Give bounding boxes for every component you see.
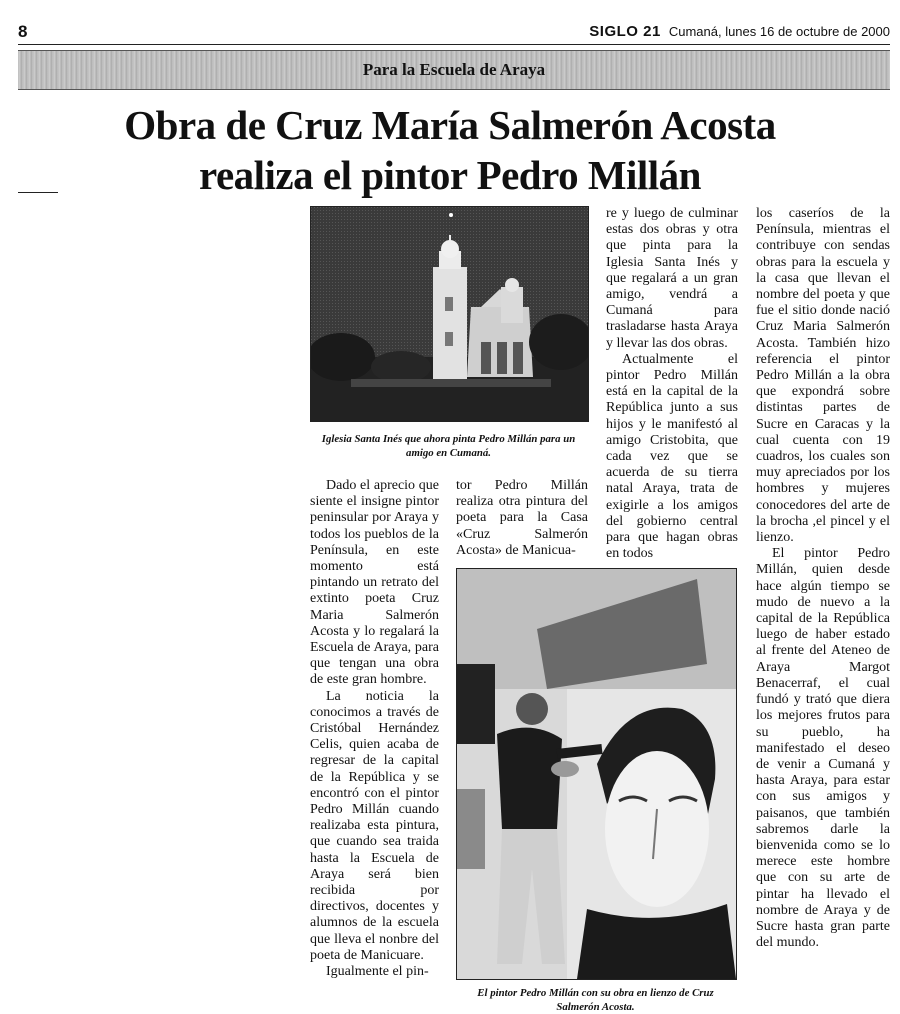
article-column-2 <box>456 478 588 559</box>
headline-line-2: realiza el pintor Pedro Millán <box>198 152 701 198</box>
header-rule <box>18 44 890 45</box>
painter-photo-caption: El pintor Pedro Millán con su obra en lienzo de Cruz Salmerón Acosta. <box>477 987 714 1013</box>
paragraph: El pintor Pedro Millán, quien desde hace algún tiempo se mudo de nuevo a la capital de la República luego de haber estado al frente del Ateneo de Araya Margot Benacerraf, el cual fundó y trató que diera los mejores frutos para su pueblo, ha manifestado el deseo de venir a Cumaná y hasta Araya, para estar con sus amigos y paisanos, que también sabremos darle la bienvenida como se lo merece este hombre que con su arte de pintar ha llevado el nombre de Araya y de Sucre hasta gran parte del mundo. <box>756 546 890 951</box>
article-column-3 <box>606 206 738 562</box>
headline-rule <box>18 192 58 193</box>
article-column-4 <box>756 206 890 951</box>
paragraph: Actualmente el pintor Pedro Millán está en la capital de la República junto a sus hijos y le manifestó al amigo Cristobita, que cada vez que se acuerda de su tierra natal Araya, trata de exigirle a los amigos del gobierno central para que hagan obras en todos <box>606 351 738 562</box>
page-number: 8 <box>18 22 28 41</box>
headline-line-1: Obra de Cruz María Salmerón Acosta <box>124 102 776 148</box>
paragraph: re y luego de culminar estas dos obras y otra que pinta para la Iglesia Santa Inés y que regalará a un gran amigo, vendrá a Cumaná para trasladarse hasta Araya y llevar las dos obras. <box>606 206 738 351</box>
painter-photo <box>456 568 737 980</box>
section-band <box>18 50 890 90</box>
church-image <box>311 207 588 421</box>
paragraph: los caseríos de la Península, mientras el contribuye con sendas obras para la escuela y la casa que llevan el nombre del poeta y que fue el sitio donde nació Cruz Maria Salmerón Acosta. También hizo referencia el pintor Pedro Millán a la obra que expondrá sobre distintas partes de Sucre en Caracas y la cual cuenta con 19 cuadros, los cuales son muy apreciados por los hombres y mujeres conocedores del arte de la brocha ,el pincel y el lienzo. <box>756 206 890 546</box>
church-photo <box>310 206 589 422</box>
headline <box>40 100 860 200</box>
paragraph: Igualmente el pin- <box>326 964 429 980</box>
page-header <box>18 20 890 44</box>
paragraph: tor Pedro Millán realiza otra pintura del poeta para la Casa «Cruz Salmerón Acosta» de Manicua- <box>456 478 588 558</box>
painter-image <box>457 569 736 979</box>
church-photo-caption: Iglesia Santa Inés que ahora pinta Pedro Millán para un amigo en Cumaná. <box>321 433 576 459</box>
newspaper-name: SIGLO 21 <box>589 23 661 40</box>
section-title: Para la Escuela de Araya <box>362 60 546 79</box>
paragraph: Dado el aprecio que siente el insigne pintor peninsular por Araya y todos los pueblos de la Península, en este momento está pintando un retrato del extinto poeta Cruz Maria Salmerón Acosta y lo regalará la Escuela de Araya, para que tengan una obra de este gran hombre. <box>310 478 439 688</box>
dateline: Cumaná, lunes 16 de octubre de 2000 <box>668 24 890 39</box>
article-column-1 <box>310 478 439 980</box>
paragraph: La noticia la conocimos a través de Cristóbal Hernández Celis, quien acaba de regresar de la capital de la República y se encontró con el pintor Pedro Millán cuando realizaba esta pintura, que cuando sea traida hasta la Escuela de Araya será bien recibida por directivos, docentes y alumnos de la escuela que lleva el nonbre del poeta de Manicuare. <box>310 688 439 963</box>
masthead-line <box>589 23 890 40</box>
